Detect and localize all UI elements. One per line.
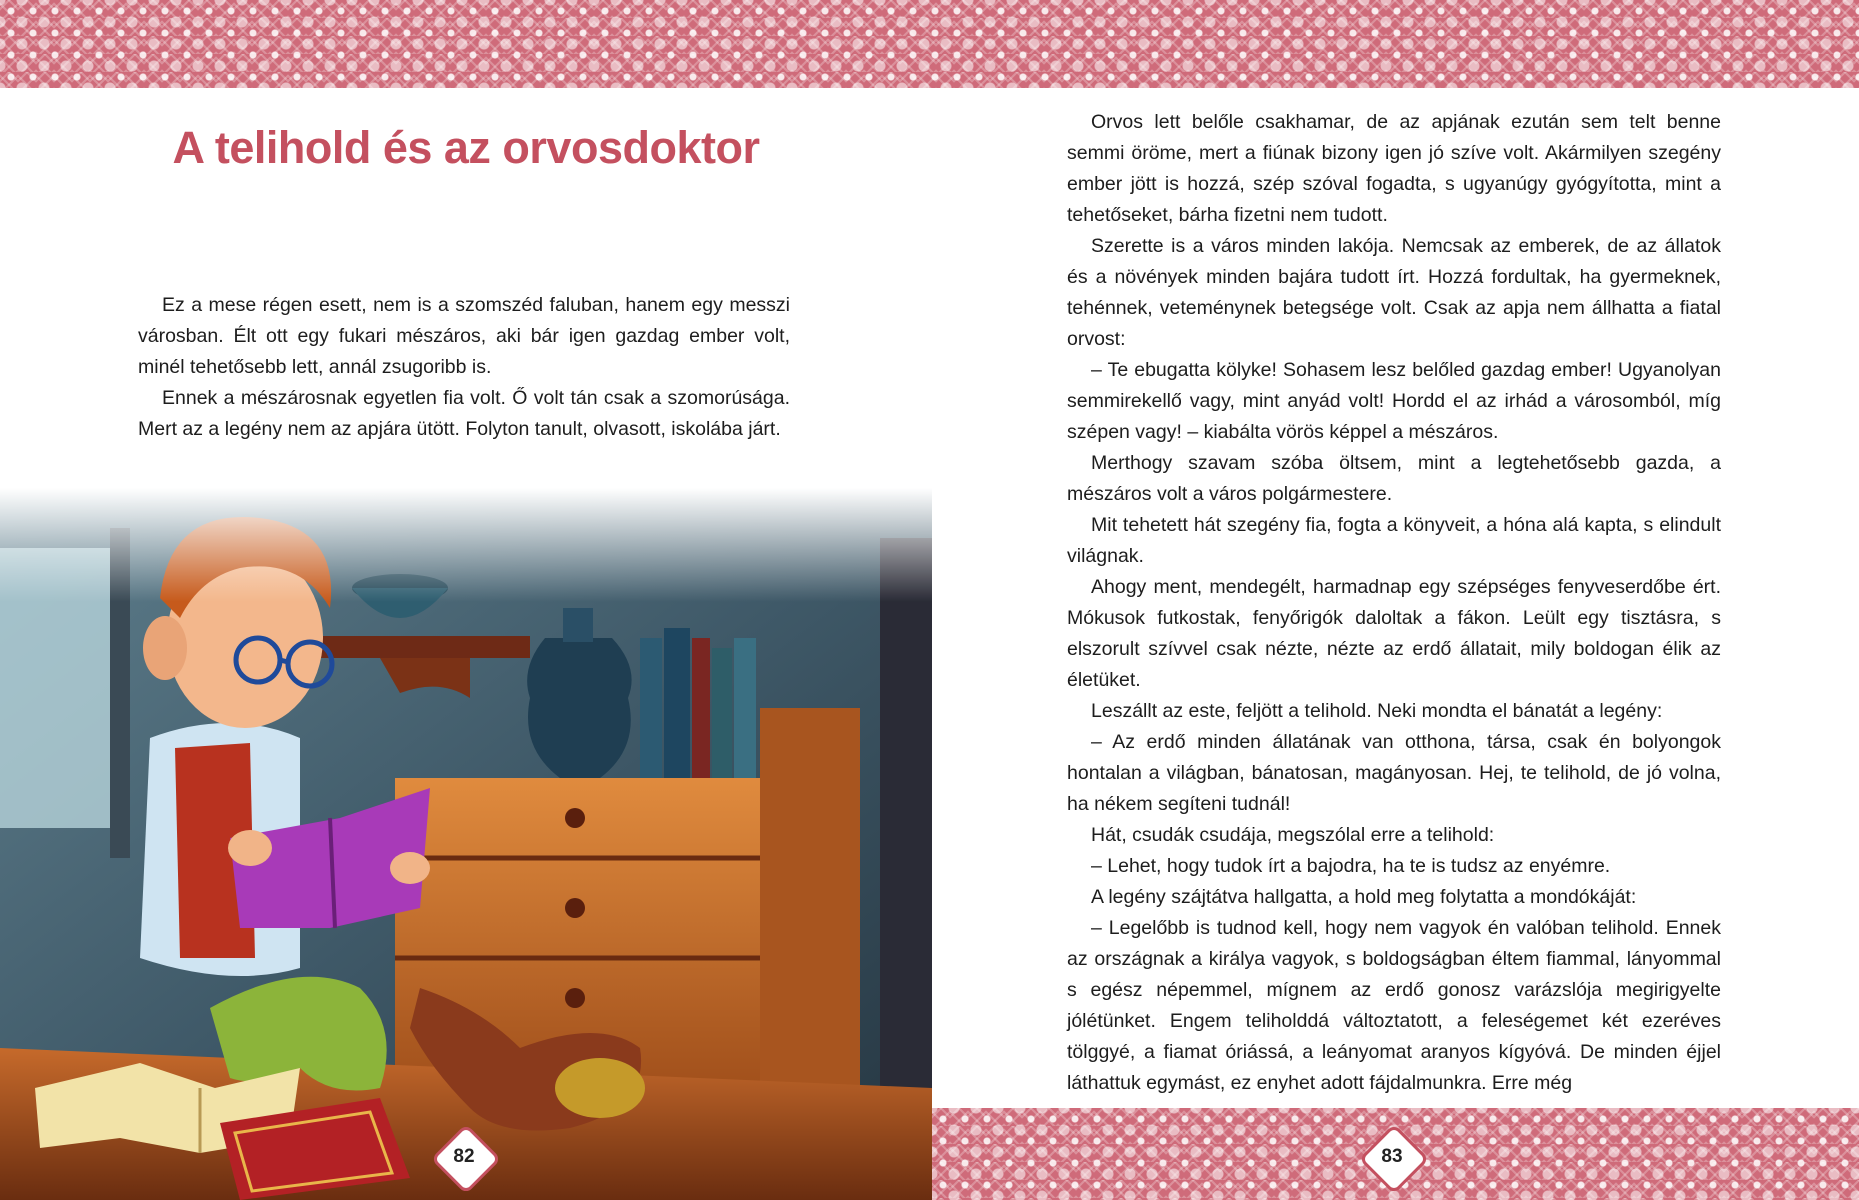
paragraph: Mit tehetett hát szegény fia, fogta a könyveit, a hóna alá kapta, s elindult világnak. <box>1067 514 1721 567</box>
paragraph: Hát, csudák csudája, megszólal erre a telihold: <box>1091 824 1495 846</box>
page-number-right: 83 <box>1381 1146 1403 1167</box>
paragraph: Ahogy ment, mendegélt, harmadnap egy szépséges fenyveserdőbe ért. Mókusok futkostak, fenyőrigók daloltak a fákon. Leült egy tisztásra, s elszorult szívvel csak nézte, nézte az erdő állatait, mily boldogan élik az életüket. <box>1067 576 1721 691</box>
paragraph: – Az erdő minden állatának van otthona, társa, csak én bolyongok hontalan a világban, bánatosan, magányosan. Hej, te telihold, de jó volna, ha nékem segíteni tudnál! <box>1067 731 1721 815</box>
top-decorative-band <box>0 0 1859 88</box>
paragraph: A legény szájtátva hallgatta, a hold meg folytatta a mondókáját: <box>1091 886 1637 908</box>
paragraph: Ez a mese régen esett, nem is a szomszéd faluban, hanem egy messzi városban. Élt ott egy fukari mészáros, aki bár igen gazdag ember volt, minél tehetősebb lett, annál zsugoribb is. <box>138 294 790 378</box>
story-illustration <box>0 488 932 1200</box>
paragraph: Ennek a mészárosnak egyetlen fia volt. Ő volt tán csak a szomorúsága. Mert az a legény nem az apjára ütött. Folyton tanult, olvasott, iskolába járt. <box>138 387 790 440</box>
paragraph: Szerette is a város minden lakója. Nemcsak az emberek, de az állatok és a növények minden bajára tudott írt. Hozzá fordultak, ha gyermeknek, tehénnek, veteménynek betegsége volt. Csak az apja nem állhatta a fiatal orvost: <box>1067 235 1721 350</box>
right-page-text <box>1067 107 1721 1099</box>
paragraph: Merthogy szavam szóba öltsem, mint a legtehetősebb gazda, a mészáros volt a város polgármestere. <box>1067 452 1721 505</box>
paragraph: – Legelőbb is tudnod kell, hogy nem vagyok én valóban telihold. Ennek az országnak a királya vagyok, s boldogságban éltem fiammal, lányommal s egész népemmel, mígnem az erdő gonosz varázslója megirigyelte jólétünket. Engem teliholddá változtatott, a feleségemet két ezeréves tölggyé, a fiamat óriássá, a leányomat aranyos kígyóvá. De minden éjjel láthattuk egymást, ez enyhet adott fájdalmunkra. Erre még <box>1067 917 1721 1094</box>
story-title: A telihold és az orvosdoktor <box>172 122 760 173</box>
page-number-left: 82 <box>453 1146 475 1167</box>
paragraph: Leszállt az este, feljött a telihold. Neki mondta el bánatát a legény: <box>1091 700 1663 722</box>
paragraph: – Te ebugatta kölyke! Sohasem lesz belőled gazdag ember! Ugyanolyan semmirekellő vagy, mint anyád volt! Hordd el az irhád a városomból, míg szépen vagy! – kiabálta vörös képpel a mészáros. <box>1067 359 1721 443</box>
paragraph: – Lehet, hogy tudok írt a bajodra, ha te is tudsz az enyémre. <box>1091 855 1611 877</box>
left-page-text <box>138 290 790 445</box>
paragraph: Orvos lett belőle csakhamar, de az apjának ezután sem telt benne semmi öröme, mert a fiúnak bizony igen jó szíve volt. Akármilyen szegény ember jött is hozzá, szép szóval fogadta, s ugyanúgy gyógyította, mint a tehetőseket, bárha fizetni nem tudott. <box>1067 111 1721 226</box>
